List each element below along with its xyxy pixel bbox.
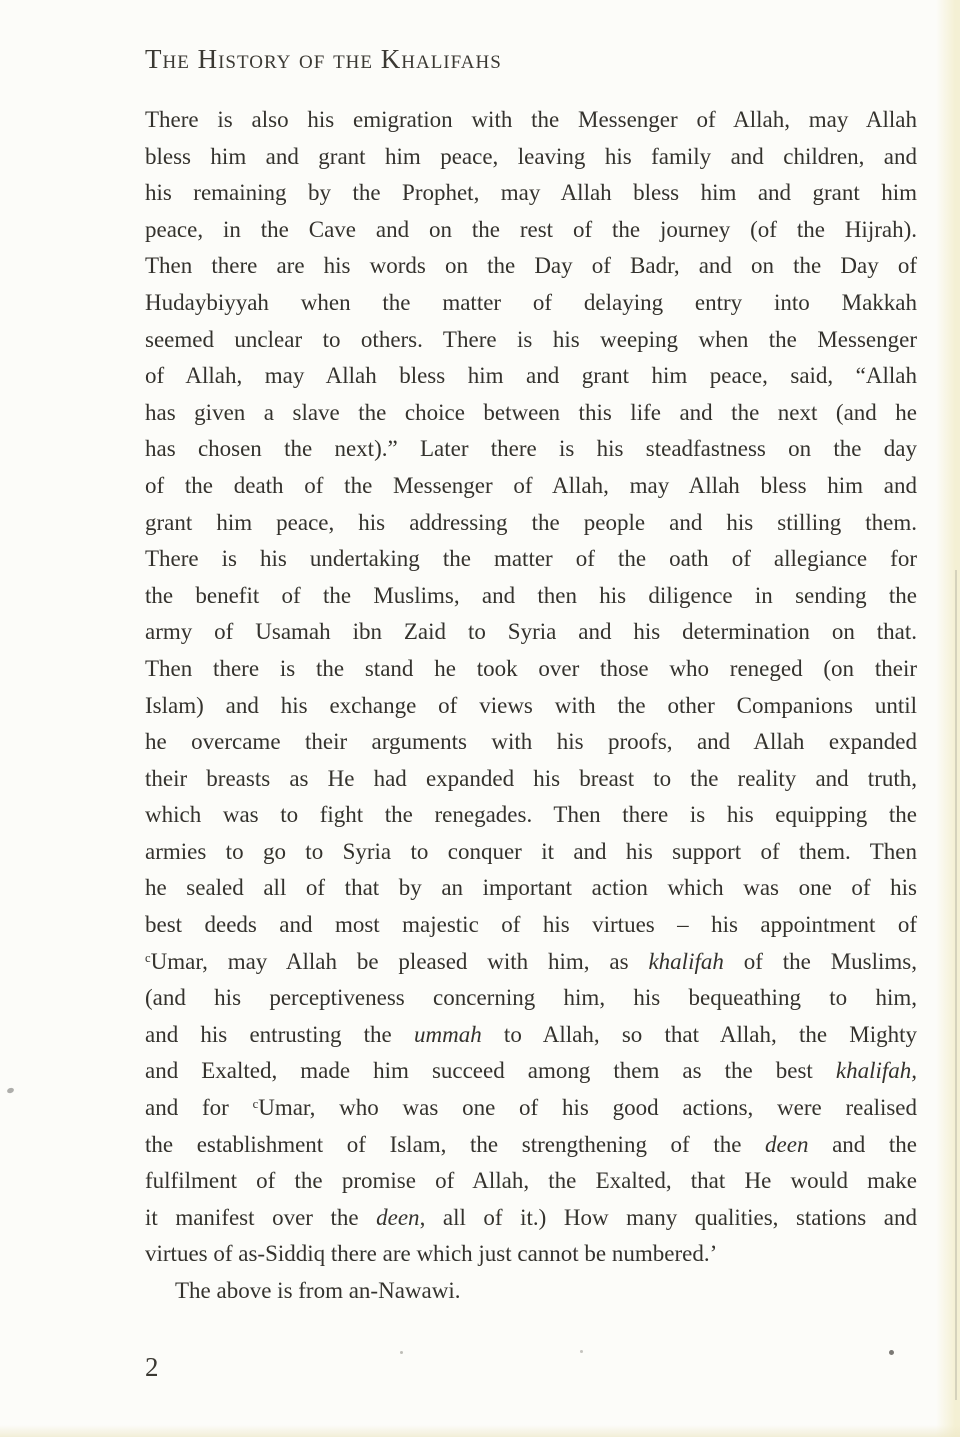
text-line: their breasts as He had expanded his breast to the reality and truth, — [145, 765, 917, 791]
scan-edge-line — [955, 570, 957, 1400]
text-line: the benefit of the Muslims, and then his diligence in sending the — [145, 582, 917, 608]
text-line: Islam) and his exchange of views with the other Companions until — [145, 692, 917, 718]
text-line: Then there are his words on the Day of Badr, and on the Day of — [145, 253, 917, 279]
text-line: There is also his emigration with the Messenger of Allah, may Allah — [145, 107, 917, 132]
text-line: peace, in the Cave and on the rest of the journey (of the Hijrah). — [145, 216, 917, 242]
scan-speck — [400, 1351, 403, 1354]
text-line: of the death of the Messenger of Allah, may Allah bless him and — [145, 472, 917, 498]
text-line: he overcame their arguments with his proofs, and Allah expanded — [145, 729, 917, 755]
scan-speck — [580, 1350, 583, 1353]
text-line: There is his undertaking the matter of the oath of allegiance for — [145, 546, 917, 572]
scan-speck — [889, 1350, 894, 1355]
text-line: of Allah, may Allah bless him and grant him peace, said, “Allah — [145, 363, 917, 389]
text-line: and his entrusting the ummah to Allah, so that Allah, the Mighty — [145, 1021, 917, 1047]
text-line: has chosen the next).” Later there is his steadfastness on the day — [145, 436, 917, 462]
text-line: Hudaybiyyah when the matter of delaying entry into Makkah — [145, 289, 917, 315]
text-line: and Exalted, made him succeed among them as the best khalifah, — [145, 1058, 917, 1084]
text-line: which was to fight the renegades. Then there is his equipping the — [145, 802, 917, 828]
text-line: $^c$Umar, may Allah be pleased with him, as khalifah of the Muslims, — [145, 948, 917, 974]
text-line: seemed unclear to others. There is his weeping when the Messenger — [145, 326, 917, 352]
text-line: his remaining by the Prophet, may Allah bless him and grant him — [145, 180, 917, 206]
text-line: army of Usamah ibn Zaid to Syria and his determination on that. — [145, 619, 917, 645]
page-edge-shadow-right — [936, 0, 960, 1437]
text-line: he sealed all of that by an important action which was one of his — [145, 875, 917, 901]
text-line: bless him and grant him peace, leaving his family and children, and — [145, 143, 917, 169]
text-line: has given a slave the choice between this life and the next (and he — [145, 399, 917, 425]
body-text — [145, 102, 917, 1310]
text-line: armies to go to Syria to conquer it and his support of them. Then — [145, 838, 917, 864]
text-line: virtues of as-Siddiq there are which just cannot be numbered.’ — [145, 1241, 718, 1267]
text-line: and for $^c$Umar, who was one of his good actions, were realised — [145, 1095, 918, 1121]
text-line: grant him peace, his addressing the people and his stilling them. — [145, 509, 917, 535]
page-number: 2 — [145, 1352, 159, 1382]
text-line: best deeds and most majestic of his virtues – his appointment of — [145, 912, 917, 938]
text-line: it manifest over the deen, all of it.) How many qualities, stations and — [145, 1204, 917, 1230]
page-edge-shadow-bottom — [0, 1425, 960, 1437]
scan-speck — [6, 1087, 14, 1094]
text-line: the establishment of Islam, the strengthening of the deen and the — [145, 1131, 918, 1157]
text-line: Then there is the stand he took over those who reneged (on their — [145, 655, 917, 681]
text-line: fulfilment of the promise of Allah, the Exalted, that He would make — [145, 1168, 917, 1194]
text-line: The above is from an-Nawawi. — [175, 1278, 461, 1303]
running-header: The History of the Khalifahs — [145, 44, 502, 74]
text-line: (and his perceptiveness concerning him, his bequeathing to him, — [145, 985, 917, 1011]
